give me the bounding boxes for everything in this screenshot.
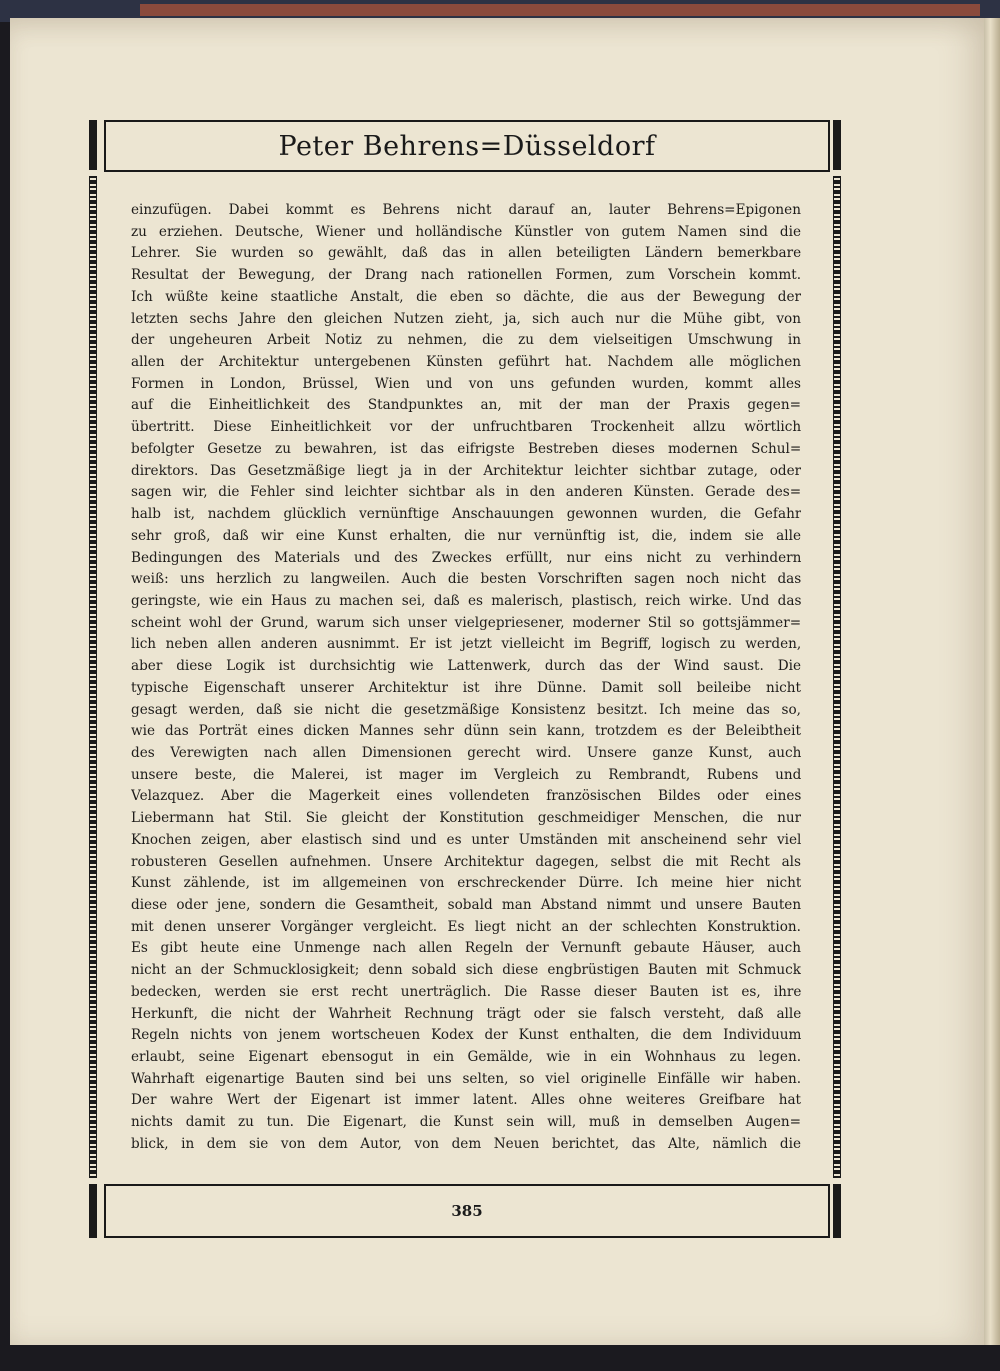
text-line: erlaubt, seine Eigenart ebensogut in ein Gemälde, wie in ein Wohnhaus zu legen. <box>131 1049 801 1066</box>
text-line: Bedingungen des Materials und des Zweckes erfüllt, nur eins nicht zu verhindern <box>131 549 801 566</box>
text-line: unsere beste, die Malerei, ist mager im Vergleich zu Rembrandt, Rubens und <box>131 766 801 783</box>
text-line: robusteren Gesellen aufnehmen. Unsere Architektur dagegen, selbst die mit Recht als <box>131 853 801 870</box>
text-line: wie das Porträt eines dicken Mannes sehr dünn sein kann, trotzdem es der Beleibtheit <box>131 723 801 740</box>
text-line: zu erziehen. Deutsche, Wiener und holländische Künstler von gutem Namen sind die <box>131 223 801 240</box>
text-line: geringste, wie ein Haus zu machen sei, daß es malerisch, plastisch, reich wirke. Und das <box>131 592 801 609</box>
text-line: direktors. Das Gesetzmäßige liegt ja in der Architektur leichter sichtbar zutage, oder <box>131 462 801 479</box>
header-left-bar <box>89 120 97 170</box>
page-header-title: Peter Behrens=Düsseldorf <box>278 130 656 162</box>
footer-right-bar <box>833 1184 841 1238</box>
text-line: Ich wüßte keine staatliche Anstalt, die eben so dächte, die aus der Bewegung der <box>131 288 801 305</box>
right-ornamental-border <box>833 176 841 1178</box>
text-line: Herkunft, die nicht der Wahrheit Rechnung trägt oder sie falsch versteht, daß alle <box>131 1005 801 1022</box>
text-line: Wahrhaft eigenartige Bauten sind bei uns selten, so viel originelle Einfälle wir haben. <box>131 1070 801 1087</box>
book-binding-cloth <box>140 4 980 16</box>
left-ornamental-border <box>89 176 97 1178</box>
text-line: halb ist, nachdem glücklich vernünftige Anschauungen gewonnen wurden, die Gefahr <box>131 506 801 523</box>
text-line: Lehrer. Sie wurden so gewählt, daß das in allen beteiligten Ländern bemerkbare <box>131 245 801 262</box>
header-right-bar <box>833 120 841 170</box>
text-line: Der wahre Wert der Eigenart ist immer latent. Alles ohne weiteres Greifbare hat <box>131 1092 801 1109</box>
text-line: typische Eigenschaft unserer Architektur ist ihre Dünne. Damit soll beileibe nicht <box>131 679 801 696</box>
text-line: Kunst zählende, ist im allgemeinen von erschreckender Dürre. Ich meine hier nicht <box>131 875 801 892</box>
text-line: der ungeheuren Arbeit Notiz zu nehmen, die zu dem vielseitigen Umschwung in <box>131 332 801 349</box>
text-line: gesagt werden, daß sie nicht die gesetzmäßige Konsistenz besitzt. Ich meine das so, <box>131 701 801 718</box>
text-line: sagen wir, die Fehler sind leichter sichtbar als in den anderen Künsten. Gerade des= <box>131 484 801 501</box>
text-line: aber diese Logik ist durchsichtig wie Lattenwerk, durch das der Wind saust. Die <box>131 658 801 675</box>
text-line: befolgter Gesetze zu bewahren, ist das eifrigste Bestreben dieses modernen Schul= <box>131 440 801 457</box>
text-line: übertritt. Diese Einheitlichkeit vor der unfruchtbaren Trockenheit allzu wörtlich <box>131 419 801 436</box>
text-line: scheint wohl der Grund, warum sich unser vielgepriesener, moderner Stil so gottsjämmer= <box>131 614 801 631</box>
text-line: bedecken, werden sie erst recht unerträglich. Die Rasse dieser Bauten ist es, ihre <box>131 983 801 1000</box>
text-line: des Verewigten nach allen Dimensionen gerecht wird. Unsere ganze Kunst, auch <box>131 744 801 761</box>
page-number: 385 <box>451 1202 483 1220</box>
text-line: Resultat der Bewegung, der Drang nach rationellen Formen, zum Vorschein kommt. <box>131 267 801 284</box>
text-line: weiß: uns herzlich zu langweilen. Auch die besten Vorschriften sagen noch nicht das <box>131 571 801 588</box>
text-line: Liebermann hat Stil. Sie gleicht der Konstitution geschmeidiger Menschen, die nur <box>131 810 801 827</box>
text-line: allen der Architektur untergebenen Künsten geführt hat. Nachdem alle möglichen <box>131 354 801 371</box>
header-frame <box>104 120 830 172</box>
text-line: Regeln nichts von jenem wortscheuen Kodex der Kunst enthalten, die dem Individuum <box>131 1027 801 1044</box>
text-line: blick, in dem sie von dem Autor, von dem Neuen berichtet, das Alte, nämlich die <box>131 1135 801 1152</box>
text-line: diese oder jene, sondern die Gesamtheit, sobald man Abstand nimmt und unsere Bauten <box>131 897 801 913</box>
text-line: Formen in London, Brüssel, Wien und von uns gefunden wurden, kommt alles <box>131 375 801 392</box>
text-line: sehr groß, daß wir eine Kunst erhalten, die nur vernünftig ist, die, indem sie alle <box>131 527 801 544</box>
article-body-text <box>131 200 801 1156</box>
text-line: Knochen zeigen, aber elastisch sind und es unter Umständen mit anscheinend sehr viel <box>131 831 801 848</box>
text-line: einzufügen. Dabei kommt es Behrens nicht darauf an, lauter Behrens=Epigonen <box>131 202 801 218</box>
footer-left-bar <box>89 1184 97 1238</box>
text-line: auf die Einheitlichkeit des Standpunktes an, mit der man der Praxis gegen= <box>131 397 801 414</box>
text-line: nicht an der Schmucklosigkeit; denn sobald sich diese engbrüstigen Bauten mit Schmuck <box>131 962 801 979</box>
page-edge <box>984 18 1000 1345</box>
text-line: Velazquez. Aber die Magerkeit eines vollendeten französischen Bildes oder eines <box>131 788 801 805</box>
text-line: letzten sechs Jahre den gleichen Nutzen zieht, ja, sich auch nur die Mühe gibt, von <box>131 310 801 327</box>
text-line: mit denen unserer Vorgänger vergleicht. Es liegt nicht an der schlechten Konstruktion. <box>131 918 801 935</box>
text-line: nichts damit zu tun. Die Eigenart, die Kunst sein will, muß in demselben Augen= <box>131 1114 801 1131</box>
footer-frame <box>104 1184 830 1238</box>
text-line: Es gibt heute eine Unmenge nach allen Regeln der Vernunft gebaute Häuser, auch <box>131 940 801 957</box>
text-line: lich neben allen anderen ausnimmt. Er ist jetzt vielleicht im Begriff, logisch zu werden, <box>131 636 801 653</box>
